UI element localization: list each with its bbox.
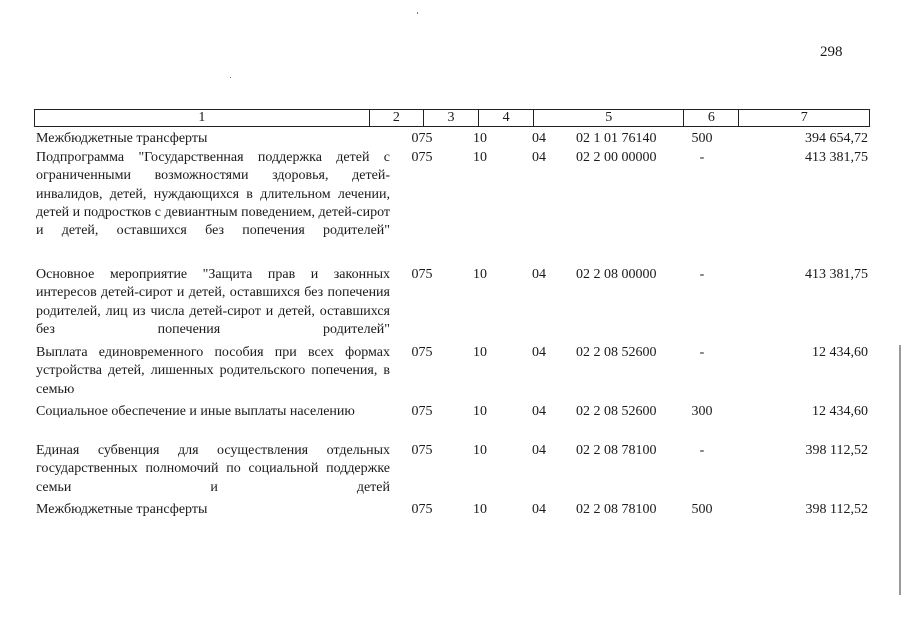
row-code-3: 10: [473, 404, 487, 419]
column-header: 4: [479, 110, 534, 126]
row-code-5: 02 2 08 78100: [576, 443, 657, 458]
row-code-3: 10: [473, 150, 487, 165]
row-code-2: 075: [411, 267, 433, 282]
row-code-2: 075: [411, 404, 433, 419]
row-amount: 398 112,52: [805, 443, 868, 458]
row-code-6: -: [699, 443, 705, 458]
row-code-4: 04: [532, 131, 546, 146]
row-code-6: 500: [691, 131, 713, 146]
column-header: 7: [800, 110, 808, 125]
row-name: Межбюджетные трансферты: [36, 502, 208, 517]
row-amount: 413 381,75: [805, 150, 868, 165]
row-code-4: 04: [532, 267, 546, 282]
row-code-4: 04: [532, 404, 546, 419]
row-name: Социальное обеспечение и иные выплаты населению: [36, 404, 355, 419]
row-code-3: 10: [473, 131, 487, 146]
row-code-5: 02 2 08 52600: [576, 404, 657, 419]
row-amount: 394 654,72: [805, 131, 868, 146]
row-code-4: 04: [532, 502, 546, 517]
column-header: 1: [35, 110, 370, 126]
column-header: 3: [424, 110, 479, 126]
row-code-5: 02 2 08 52600: [576, 345, 657, 360]
row-name: Межбюджетные трансферты: [36, 131, 208, 146]
row-code-5: 02 2 00 00000: [576, 150, 657, 165]
column-header: 5: [534, 110, 684, 126]
row-code-6: -: [699, 267, 705, 282]
row-code-3: 10: [473, 345, 487, 360]
table-header: [34, 109, 870, 127]
row-code-5: 02 2 08 00000: [576, 267, 657, 282]
row-code-4: 04: [532, 443, 546, 458]
row-code-6: 500: [691, 502, 713, 517]
row-code-5: 02 2 08 78100: [576, 502, 657, 517]
row-code-6: -: [699, 150, 705, 165]
row-code-3: 10: [473, 443, 487, 458]
scan-dot: [417, 12, 418, 14]
row-code-2: 075: [411, 502, 433, 517]
row-amount: 413 381,75: [805, 267, 868, 282]
column-header: 6: [684, 110, 739, 126]
row-amount: 12 434,60: [812, 345, 868, 360]
row-code-6: 300: [691, 404, 713, 419]
row-code-5: 02 1 01 76140: [576, 131, 657, 146]
row-amount: 398 112,52: [805, 502, 868, 517]
row-name: Единая субвенция для осуществления отдельных государственных полномочий по социальной поддержке семьи и детей: [36, 443, 390, 495]
row-code-6: -: [699, 345, 705, 360]
page-number: 298: [820, 44, 843, 60]
row-code-2: 075: [411, 150, 433, 165]
row-code-3: 10: [473, 267, 487, 282]
row-code-4: 04: [532, 345, 546, 360]
row-name: Выплата единовременного пособия при всех формах устройства детей, лишенных родительского попечения, в семью: [36, 345, 390, 397]
row-name: Основное мероприятие "Защита прав и законных интересов детей-сирот и детей, оставшихся без попечения родителей, лиц из числа детей-сирот и детей, оставшихся без попечения родителей": [36, 267, 390, 337]
scan-dot: [230, 77, 231, 78]
row-amount: 12 434,60: [812, 404, 868, 419]
row-code-3: 10: [473, 502, 487, 517]
row-code-4: 04: [532, 150, 546, 165]
row-name: Подпрограмма "Государственная поддержка детей с ограниченными возможностями здоровья, детей-инвалидов, детей, нуждающихся в длительном лечении, детей и подростков с девиантным поведением, детей-сирот и детей, оставшихся без попечения родителей": [36, 150, 390, 239]
row-code-2: 075: [411, 443, 433, 458]
column-header: 2: [370, 110, 424, 126]
row-code-2: 075: [411, 131, 433, 146]
scan-edge-line: [899, 345, 901, 595]
row-code-2: 075: [411, 345, 433, 360]
